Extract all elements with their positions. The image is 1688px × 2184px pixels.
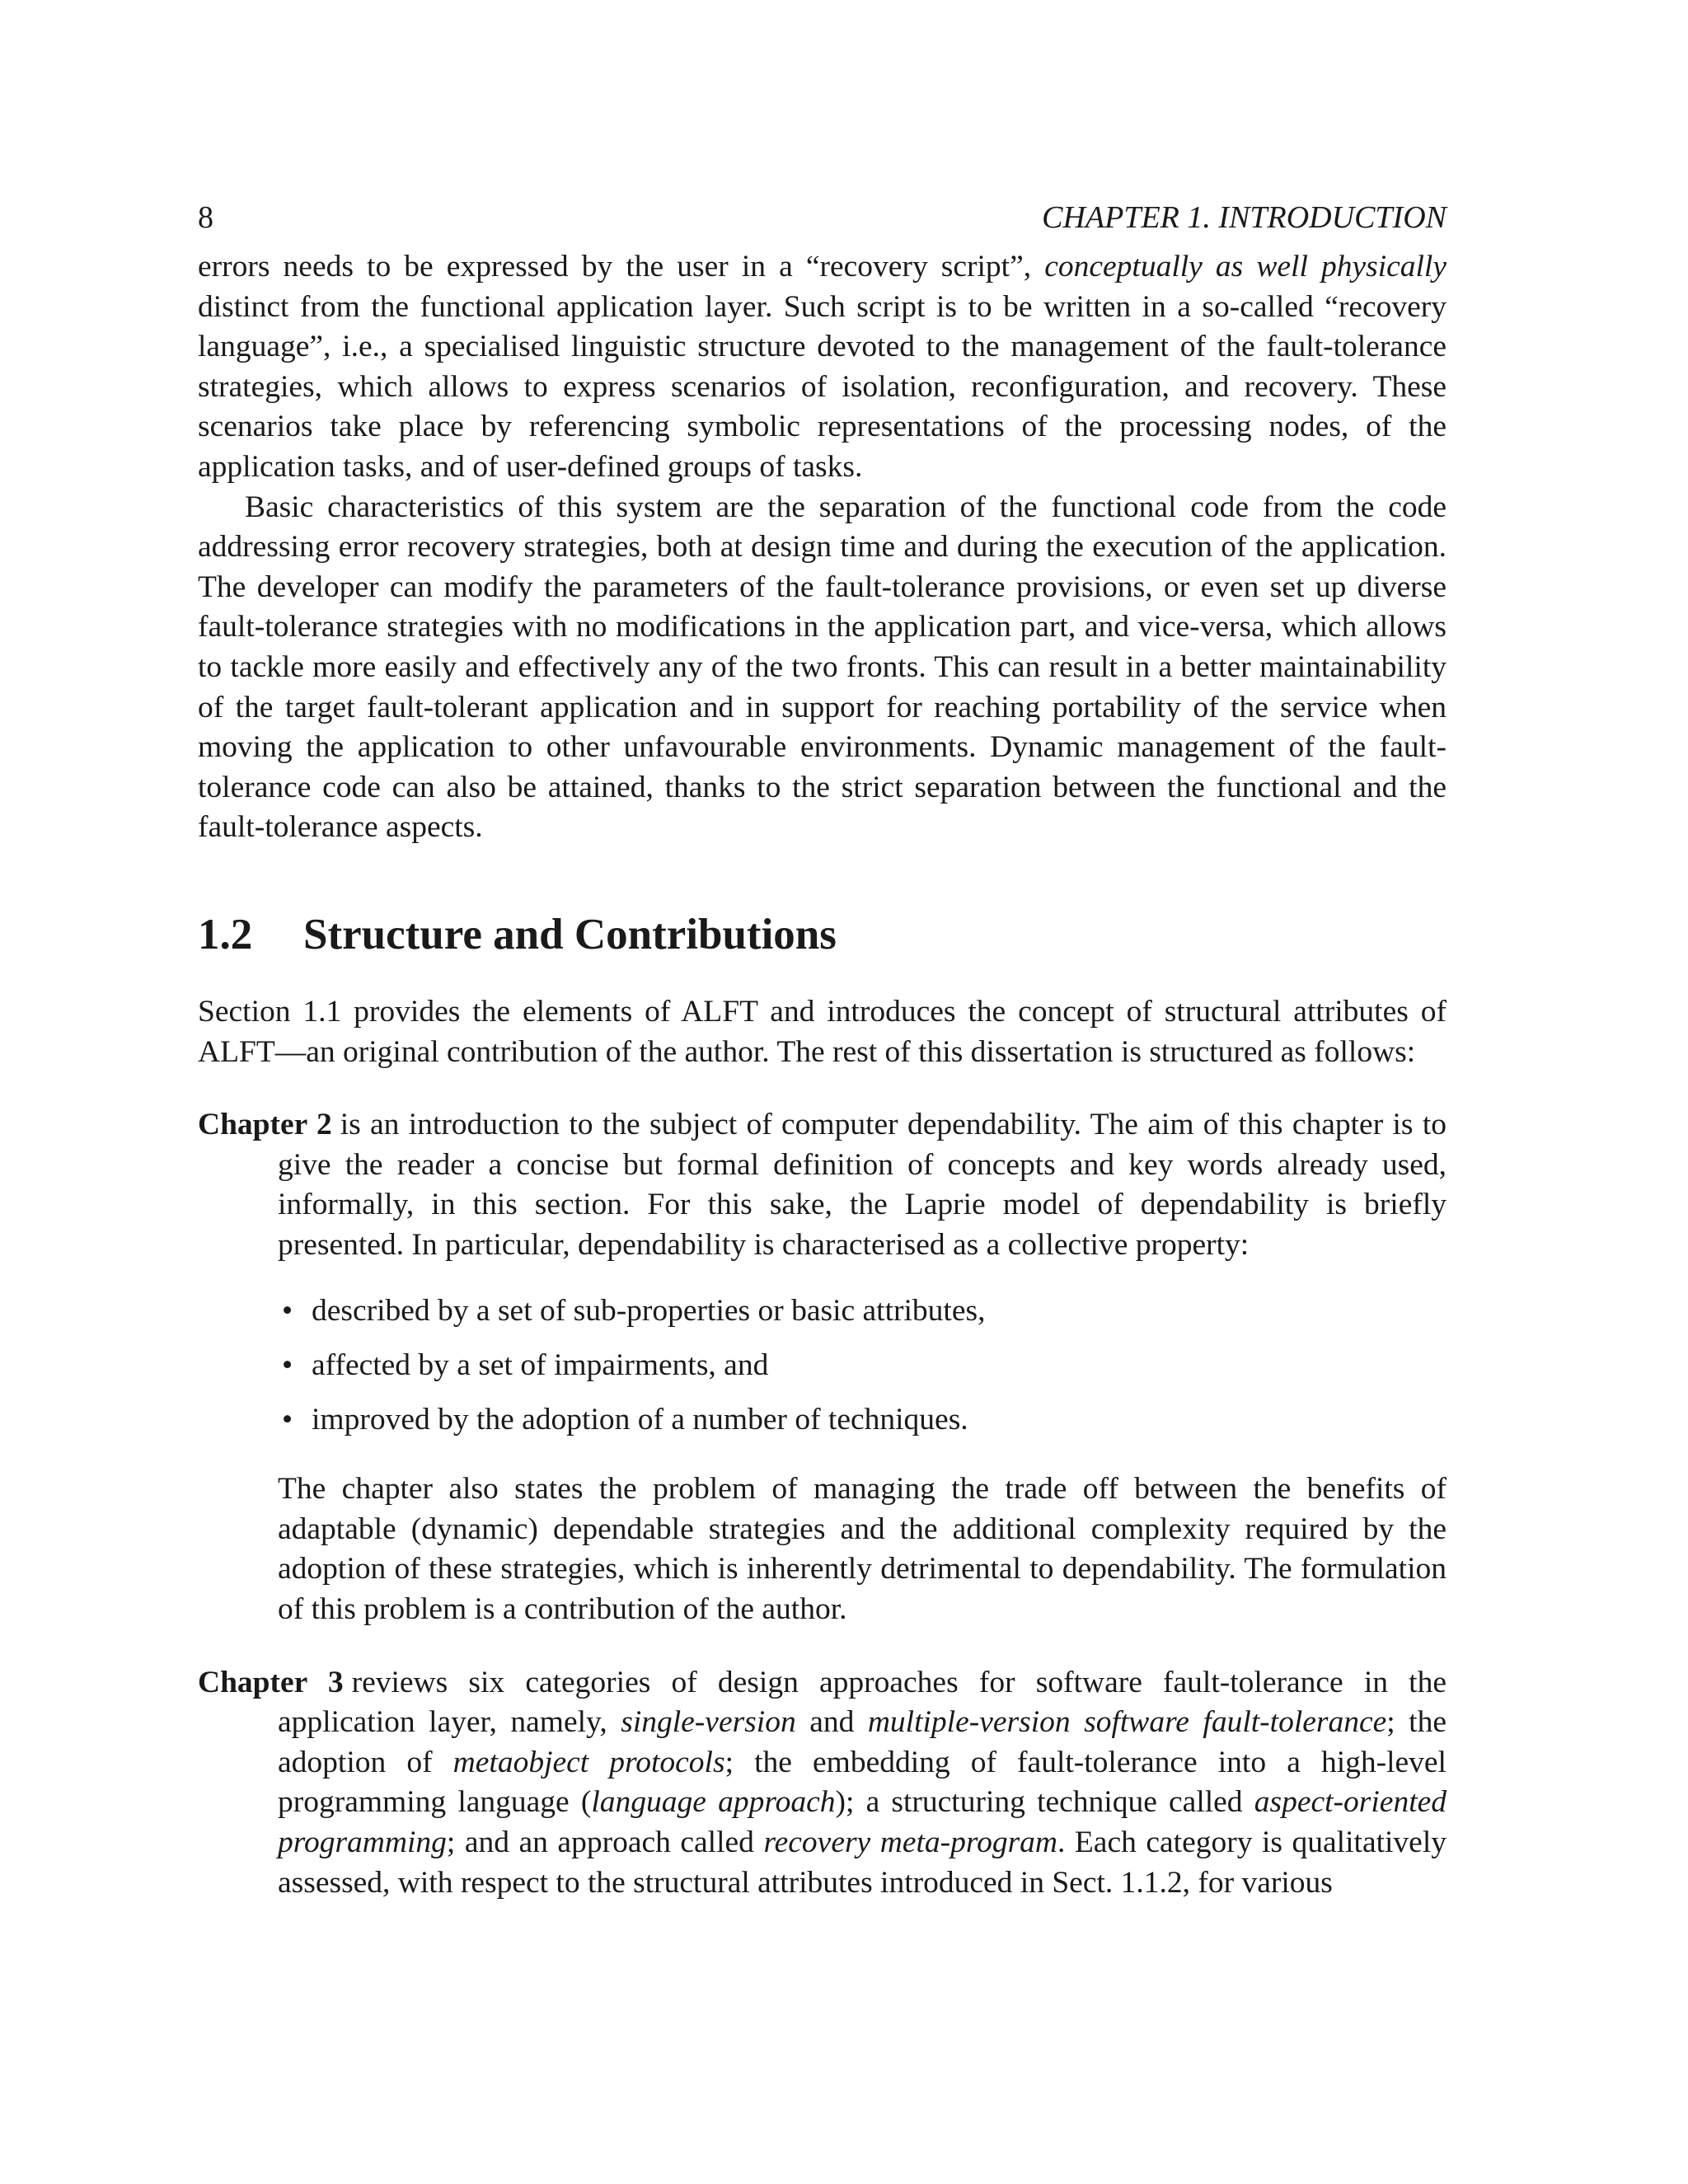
list-item-text: described by a set of sub-properties or basic attributes, <box>312 1294 986 1329</box>
body-text <box>198 247 1447 1936</box>
list-item-text: improved by the adoption of a number of techniques. <box>312 1402 968 1436</box>
list-item-text: affected by a set of impairments, and <box>312 1348 769 1383</box>
section-heading <box>198 902 1447 968</box>
text-run: reviews six categories of design approaches for software fault-tolerance in the application layer, namely, <box>278 1665 1447 1740</box>
chapter-2-continuation: The chapter also states the problem of managing the trade off between the benefits of adaptable (dynamic) dependable strategies and the additional complexity required by the adoption of these strategies, which is inherently detrimental to dependability. The formulation of this problem is a contribution of the author. <box>278 1472 1447 1627</box>
page-number: 8 <box>198 200 213 235</box>
chapter-2-intro <box>198 1105 1447 1265</box>
bullet-icon: • <box>282 1402 293 1436</box>
chapter-3-intro <box>198 1663 1447 1904</box>
dependability-properties-list <box>198 1291 1447 1440</box>
text-run: . Each category is qualitatively assessed, with respect to the structural attributes introduced in Sect. 1.1.2, for various <box>278 1825 1447 1900</box>
chapter-2-text: is an introduction to the subject of computer dependability. The aim of this chapter is to give the reader a concise but formal definition of concepts and key words already used, informally, in this section. For this sake, the Laprie model of dependability is briefly presented. In particular, dependability is characterised as a collective property: <box>278 1108 1447 1262</box>
chapter-2-term: Chapter 2 <box>198 1108 332 1142</box>
text-run: distinct from the functional application layer. Such script is to be written in a so-called “recovery language”, i.e., a specialised linguistic structure devoted to the management of the fault-tolerance strategies, which allows to express scenarios of isolation, reconfiguration, and recovery. These scenarios take place by referencing symbolic representations of the processing nodes, of the application tasks, and of user-defined groups of tasks. <box>198 289 1447 484</box>
emphasis-text: conceptually as well physically <box>1044 250 1447 284</box>
emphasis-text: multiple-version software fault-tolerance <box>867 1705 1387 1740</box>
chapter-3-description <box>198 1663 1447 1904</box>
emphasis-text: metaobject protocols <box>452 1745 725 1779</box>
text-run: errors needs to be expressed by the user in a “recovery script”, <box>198 250 1045 284</box>
emphasis-text: single-version <box>621 1705 796 1740</box>
section-number: 1.2 <box>198 910 253 958</box>
bullet-icon: • <box>282 1348 293 1383</box>
paragraph-basic-characteristics: Basic characteristics of this system are the separation of the functional code from the code addressing error recovery strategies, both at design time and during the execution of the application. The developer can modify the parameters of the fault-tolerance provisions, or even set up diverse fault-tolerance strategies with no modifications in the application part, and vice-versa, which allows to tackle more easily and effectively any of the two fronts. This can result in a better maintainability of the target fault-tolerant application and in support for reaching portability of the service when moving the application to other unfavourable environments. Dynamic management of the fault-tolerance code can also be attained, thanks to the strict separation between the functional and the fault-tolerance aspects. <box>198 490 1447 845</box>
text-run: ); a structuring technique called <box>835 1785 1254 1820</box>
emphasis-text: aspect-oriented programming <box>278 1785 1447 1859</box>
section-title: Structure and Contributions <box>303 910 837 958</box>
chapter-description-list <box>198 1105 1447 1903</box>
list-item <box>282 1400 1447 1441</box>
emphasis-text: language approach <box>591 1785 836 1820</box>
bullet-icon: • <box>282 1294 293 1329</box>
paragraph-section-intro: Section 1.1 provides the elements of ALFT and introduces the concept of structural attributes of ALFT—an original contribution of the author. The rest of this dissertation is structured as follows: <box>198 994 1447 1069</box>
text-run: ; the adoption of <box>278 1705 1447 1779</box>
text-run: ; the embedding of fault-tolerance into a high-level programming language ( <box>278 1745 1447 1820</box>
emphasis-text: recovery meta-program <box>763 1825 1057 1859</box>
list-item <box>282 1346 1447 1386</box>
paragraph-recovery-script <box>198 247 1447 488</box>
chapter-running-title: CHAPTER 1. INTRODUCTION <box>1042 200 1447 235</box>
chapter-2-description <box>198 1105 1447 1630</box>
list-item <box>282 1291 1447 1332</box>
running-header <box>198 198 1447 237</box>
chapter-3-term: Chapter 3 <box>198 1665 344 1699</box>
text-run: ; and an approach called <box>446 1825 764 1859</box>
text-run: and <box>795 1705 868 1740</box>
